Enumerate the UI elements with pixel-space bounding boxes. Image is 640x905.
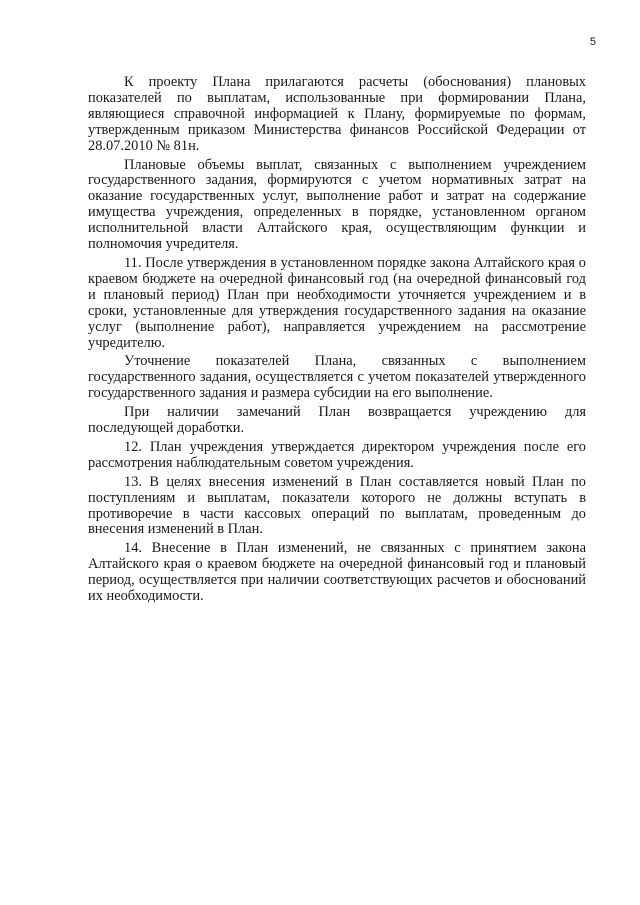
paragraph-item-13: 13. В целях внесения изменений в План составляется новый План по поступлениям и выплатам, показатели которого не должны вступать в противоречие в части кассовых операций по выплатам, проведенным до внесения изменений в План. [88,473,586,538]
page-number: 5 [589,36,596,48]
paragraph-item-14: 14. Внесение в План изменений, не связанных с принятием закона Алтайского края о краевом бюджете на очередной финансовый год и плановый период, осуществляется при наличии соответствующих расчетов и обоснований их необходимости. [88,540,586,605]
paragraph-indicators-clarification: Уточнение показателей Плана, связанных с выполнением государственного задания, осуществляется с учетом показателей утвержденного государственного задания и размера субсидии на его выполнение. [88,353,586,402]
paragraph-item-12: 12. План учреждения утверждается директором учреждения после его рассмотрения наблюдательным советом учреждения. [88,438,586,471]
paragraph-planned-payments: Плановые объемы выплат, связанных с выполнением учреждением государственного задания, формируются с учетом нормативных затрат на оказание государственных услуг, выполнение работ и затрат на содержание имущества учреждения, определенных в порядке, установленном органом исполнительной власти Алтайского края, осуществляющим функции и полномочия учредителя. [88,156,586,253]
paragraph-calculations-attachment: К проекту Плана прилагаются расчеты (обоснования) плановых показателей по выплатам, использованные при формировании Плана, являющиеся справочной информацией к Плану, формируемые по формам, утвержденным приказом Министерства финансов Российской Федерации от 28.07.2010 № 81н. [88,74,586,154]
paragraph-plan-returned: При наличии замечаний План возвращается учреждению для последующей доработки. [88,404,586,437]
paragraph-item-11: 11. После утверждения в установленном порядке закона Алтайского края о краевом бюджете на очередной финансовый год (на очередной финансовый год и плановый период) План при необходимости уточняется учреждением и в сроки, установленные для утверждения государственного задания на оказание услуг (выполнение работ), направляется учреждением на рассмотрение учредителю. [88,254,586,351]
document-body [88,75,586,608]
